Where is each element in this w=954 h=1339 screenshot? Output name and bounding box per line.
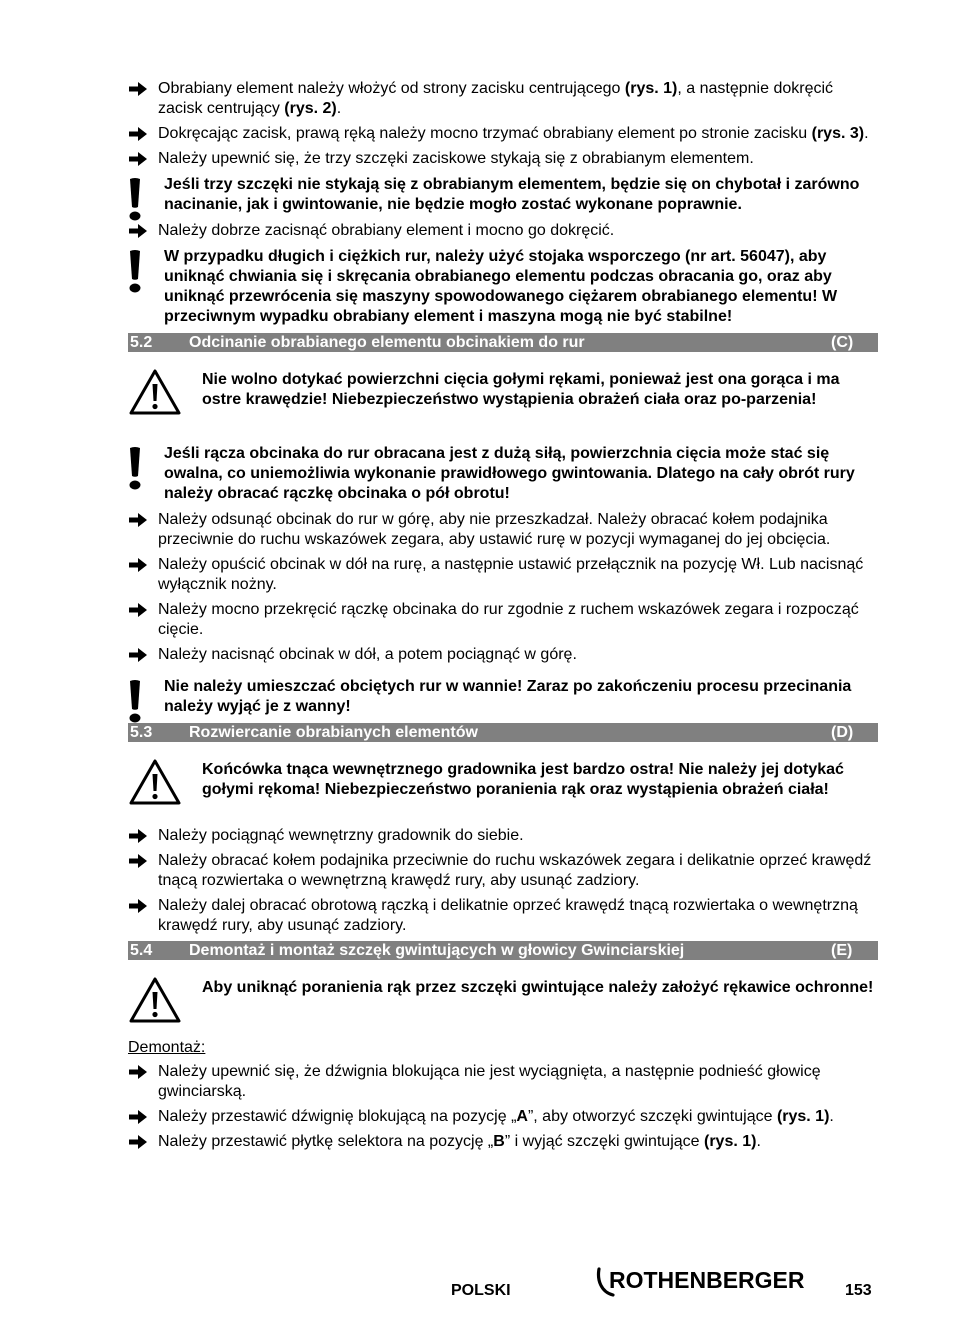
footer-language: POLSKI: [451, 1282, 511, 1299]
document-body: [128, 79, 878, 1157]
list-item: [128, 1062, 878, 1102]
list-item: [128, 851, 878, 891]
list-item: [128, 1132, 878, 1152]
caution-text: Jeśli trzy szczęki nie stykają się z obrabianym elementem, będzie się on chybotał i zarówno nacinanie, jak i gwintowanie, nie będzie mogło zostać wykonane poprawnie.: [164, 176, 860, 213]
caution-note: [128, 175, 878, 215]
arrow-right-icon: [128, 222, 148, 240]
section-header-5-4: [128, 941, 878, 960]
exclamation-icon: [128, 249, 142, 293]
list-item: [128, 645, 878, 665]
exclamation-icon: [128, 177, 142, 221]
bullet-text: Należy obracać kołem podajnika przeciwnie do ruchu wskazówek zegara i delikatnie oprzeć krawędź tnącą rozwiertaka o wewnętrzną krawędź rury, aby usunąć zadziory.: [158, 852, 872, 889]
caution-note: [128, 247, 878, 327]
bullet-text: .: [829, 1108, 834, 1125]
bullet-text: Należy dalej obracać obrotową rączką i delikatnie oprzeć krawędź tnącą rozwiertaka o wewnętrzną krawędź rury, aby usunąć zadziory.: [158, 897, 858, 934]
bullet-text: Należy upewnić się, że trzy szczęki zaciskowe stykają się z obrabianym elementem.: [158, 150, 754, 167]
bullet-text: Obrabiany element należy włożyć od strony zacisku centrującego: [158, 80, 625, 97]
section-figure-ref: (E): [831, 942, 853, 959]
bullet-text: Należy przestawić płytkę selektora na pozycję „: [158, 1133, 494, 1150]
caution-note: [128, 677, 878, 717]
caution-text: W przypadku długich i ciężkich rur, należy użyć stojaka wsporczego (nr art. 56047), aby uniknąć chwiania się i skręcania obrabianego elementu podczas obracania go, oraz aby uniknąć przewrócenia się maszyny spowodowanego ciężarem obrabianego elementu! W przeciwnym wypadku obrabiany element i maszyna mogą nie być stabilne!: [164, 248, 838, 325]
list-item: [128, 1107, 878, 1127]
arrow-right-icon: [128, 646, 148, 664]
list-item: [128, 149, 878, 169]
bullet-text: ” i wyjąć szczęki gwintujące: [504, 1133, 704, 1150]
arrow-right-icon: [128, 897, 148, 915]
warning-triangle-icon: [128, 758, 182, 806]
danger-note: [128, 976, 878, 1028]
arrow-right-icon: [128, 556, 148, 574]
bullet-text: , a następnie dokręcić zacisk centrujący: [158, 80, 834, 117]
bullet-text: Dokręcając zacisk, prawą ręką należy mocno trzymać obrabiany element po stronie zacisku: [158, 125, 812, 142]
arrow-right-icon: [128, 1133, 148, 1151]
bullet-text: .: [336, 100, 342, 117]
arrow-right-icon: [128, 150, 148, 168]
danger-note: [128, 758, 878, 816]
arrow-right-icon: [128, 827, 148, 845]
list-item: [128, 124, 878, 144]
arrow-right-icon: [128, 80, 148, 98]
list-item: [128, 896, 878, 936]
section-title: Demontaż i montaż szczęk gwintujących w głowicy Gwinciarskiej: [189, 942, 685, 959]
arrow-right-icon: [128, 511, 148, 529]
caution-text: Jeśli rącza obcinaka do rur obracana jest z dużą siłą, powierzchnia cięcia może stać się owalna, co uniemożliwia wykonanie prawidłowego gwintowania. Dlatego na cały obrót rury należy obracać rączkę obcinaka o pół obrotu!: [164, 445, 855, 502]
rothenberger-logo: [595, 1266, 827, 1300]
section-title: Odcinanie obrabianego elementu obcinakiem do rur: [189, 334, 585, 351]
danger-note: [128, 368, 878, 434]
exclamation-icon: [128, 446, 142, 490]
arrow-right-icon: [128, 125, 148, 143]
danger-text: Aby uniknąć poranienia rąk przez szczęki gwintujące należy założyć rękawice ochronne!: [202, 979, 874, 996]
warning-triangle-icon: [128, 976, 182, 1024]
position-label: B: [493, 1133, 505, 1150]
figure-ref: (rys. 2): [284, 100, 337, 117]
list-item: [128, 79, 878, 119]
bullet-text: Należy opuścić obcinak w dół na rurę, a następnie ustawić przełącznik na pozycję Wł. Lub nacisnąć wyłącznik nożny.: [158, 556, 864, 593]
figure-ref: (rys. 1): [776, 1108, 830, 1125]
bullet-text: ”, aby otworzyć szczęki gwintujące: [527, 1108, 777, 1125]
bullet-text: .: [864, 125, 869, 142]
brand-wordmark: ROTHENBERGER: [609, 1267, 805, 1293]
bullet-text: Należy odsunąć obcinak do rur w górę, aby nie przeszkadzał. Należy obracać kołem podajnika przeciwnie do ruchu wskazówek zegara, aby ustawić rurę w pozycji wymaganej do jej obcięcia.: [158, 511, 831, 548]
list-item: [128, 510, 878, 550]
subheading-demontaz: Demontaż:: [128, 1039, 206, 1056]
section-number: 5.3: [130, 724, 153, 741]
arrow-right-icon: [128, 1063, 148, 1081]
position-label: A: [516, 1108, 528, 1125]
section-header-5-2: [128, 333, 878, 352]
arrow-right-icon: [128, 852, 148, 870]
list-item: [128, 826, 878, 846]
warning-triangle-icon: [128, 368, 182, 416]
section-title: Rozwiercanie obrabianych elementów: [189, 724, 478, 741]
list-item: [128, 600, 878, 640]
bullet-text: Należy upewnić się, że dźwignia blokująca nie jest wyciągnięta, a następnie podnieść głowicę gwinciarską.: [158, 1063, 821, 1100]
exclamation-icon: [128, 679, 142, 723]
bullet-text: Należy dobrze zacisnąć obrabiany element i mocno go dokręcić.: [158, 222, 615, 239]
section-number: 5.4: [130, 942, 153, 959]
list-item: [128, 221, 878, 241]
section-header-5-3: [128, 723, 878, 742]
caution-note: [128, 444, 878, 504]
bullet-text: Należy nacisnąć obcinak w dół, a potem pociągnąć w górę.: [158, 646, 577, 663]
figure-ref: (rys. 3): [811, 125, 865, 142]
bullet-text: Należy pociągnąć wewnętrzny gradownik do siebie.: [158, 827, 524, 844]
arrow-right-icon: [128, 1108, 148, 1126]
page-footer: [0, 1266, 954, 1306]
bullet-text: Należy przestawić dźwignię blokującą na pozycję „: [158, 1108, 517, 1125]
arrow-right-icon: [128, 601, 148, 619]
danger-text: Nie wolno dotykać powierzchni cięcia gołymi rękami, ponieważ jest ona gorąca i ma ostre krawędzie! Niebezpieczeństwo wystąpienia obrażeń ciała oraz po-parzenia!: [202, 371, 840, 408]
figure-ref: (rys. 1): [703, 1133, 757, 1150]
caution-text: Nie należy umieszczać obciętych rur w wannie! Zaraz po zakończeniu procesu przecinania należy wyjąć je z wanny!: [164, 678, 852, 715]
figure-ref: (rys. 1): [624, 80, 678, 97]
bullet-text: .: [756, 1133, 761, 1150]
danger-text: Końcówka tnąca wewnętrznego gradownika jest bardzo ostra! Nie należy jej dotykać gołymi rękoma! Niebezpieczeństwo poranienia rąk oraz wystąpienia obrażeń ciała!: [202, 761, 844, 798]
section-number: 5.2: [130, 334, 153, 351]
section-figure-ref: (C): [831, 334, 854, 351]
list-item: [128, 555, 878, 595]
section-figure-ref: (D): [831, 724, 854, 741]
page-number: 153: [845, 1282, 872, 1299]
bullet-text: Należy mocno przekręcić rączkę obcinaka do rur zgodnie z ruchem wskazówek zegara i rozpocząć cięcie.: [158, 601, 859, 638]
